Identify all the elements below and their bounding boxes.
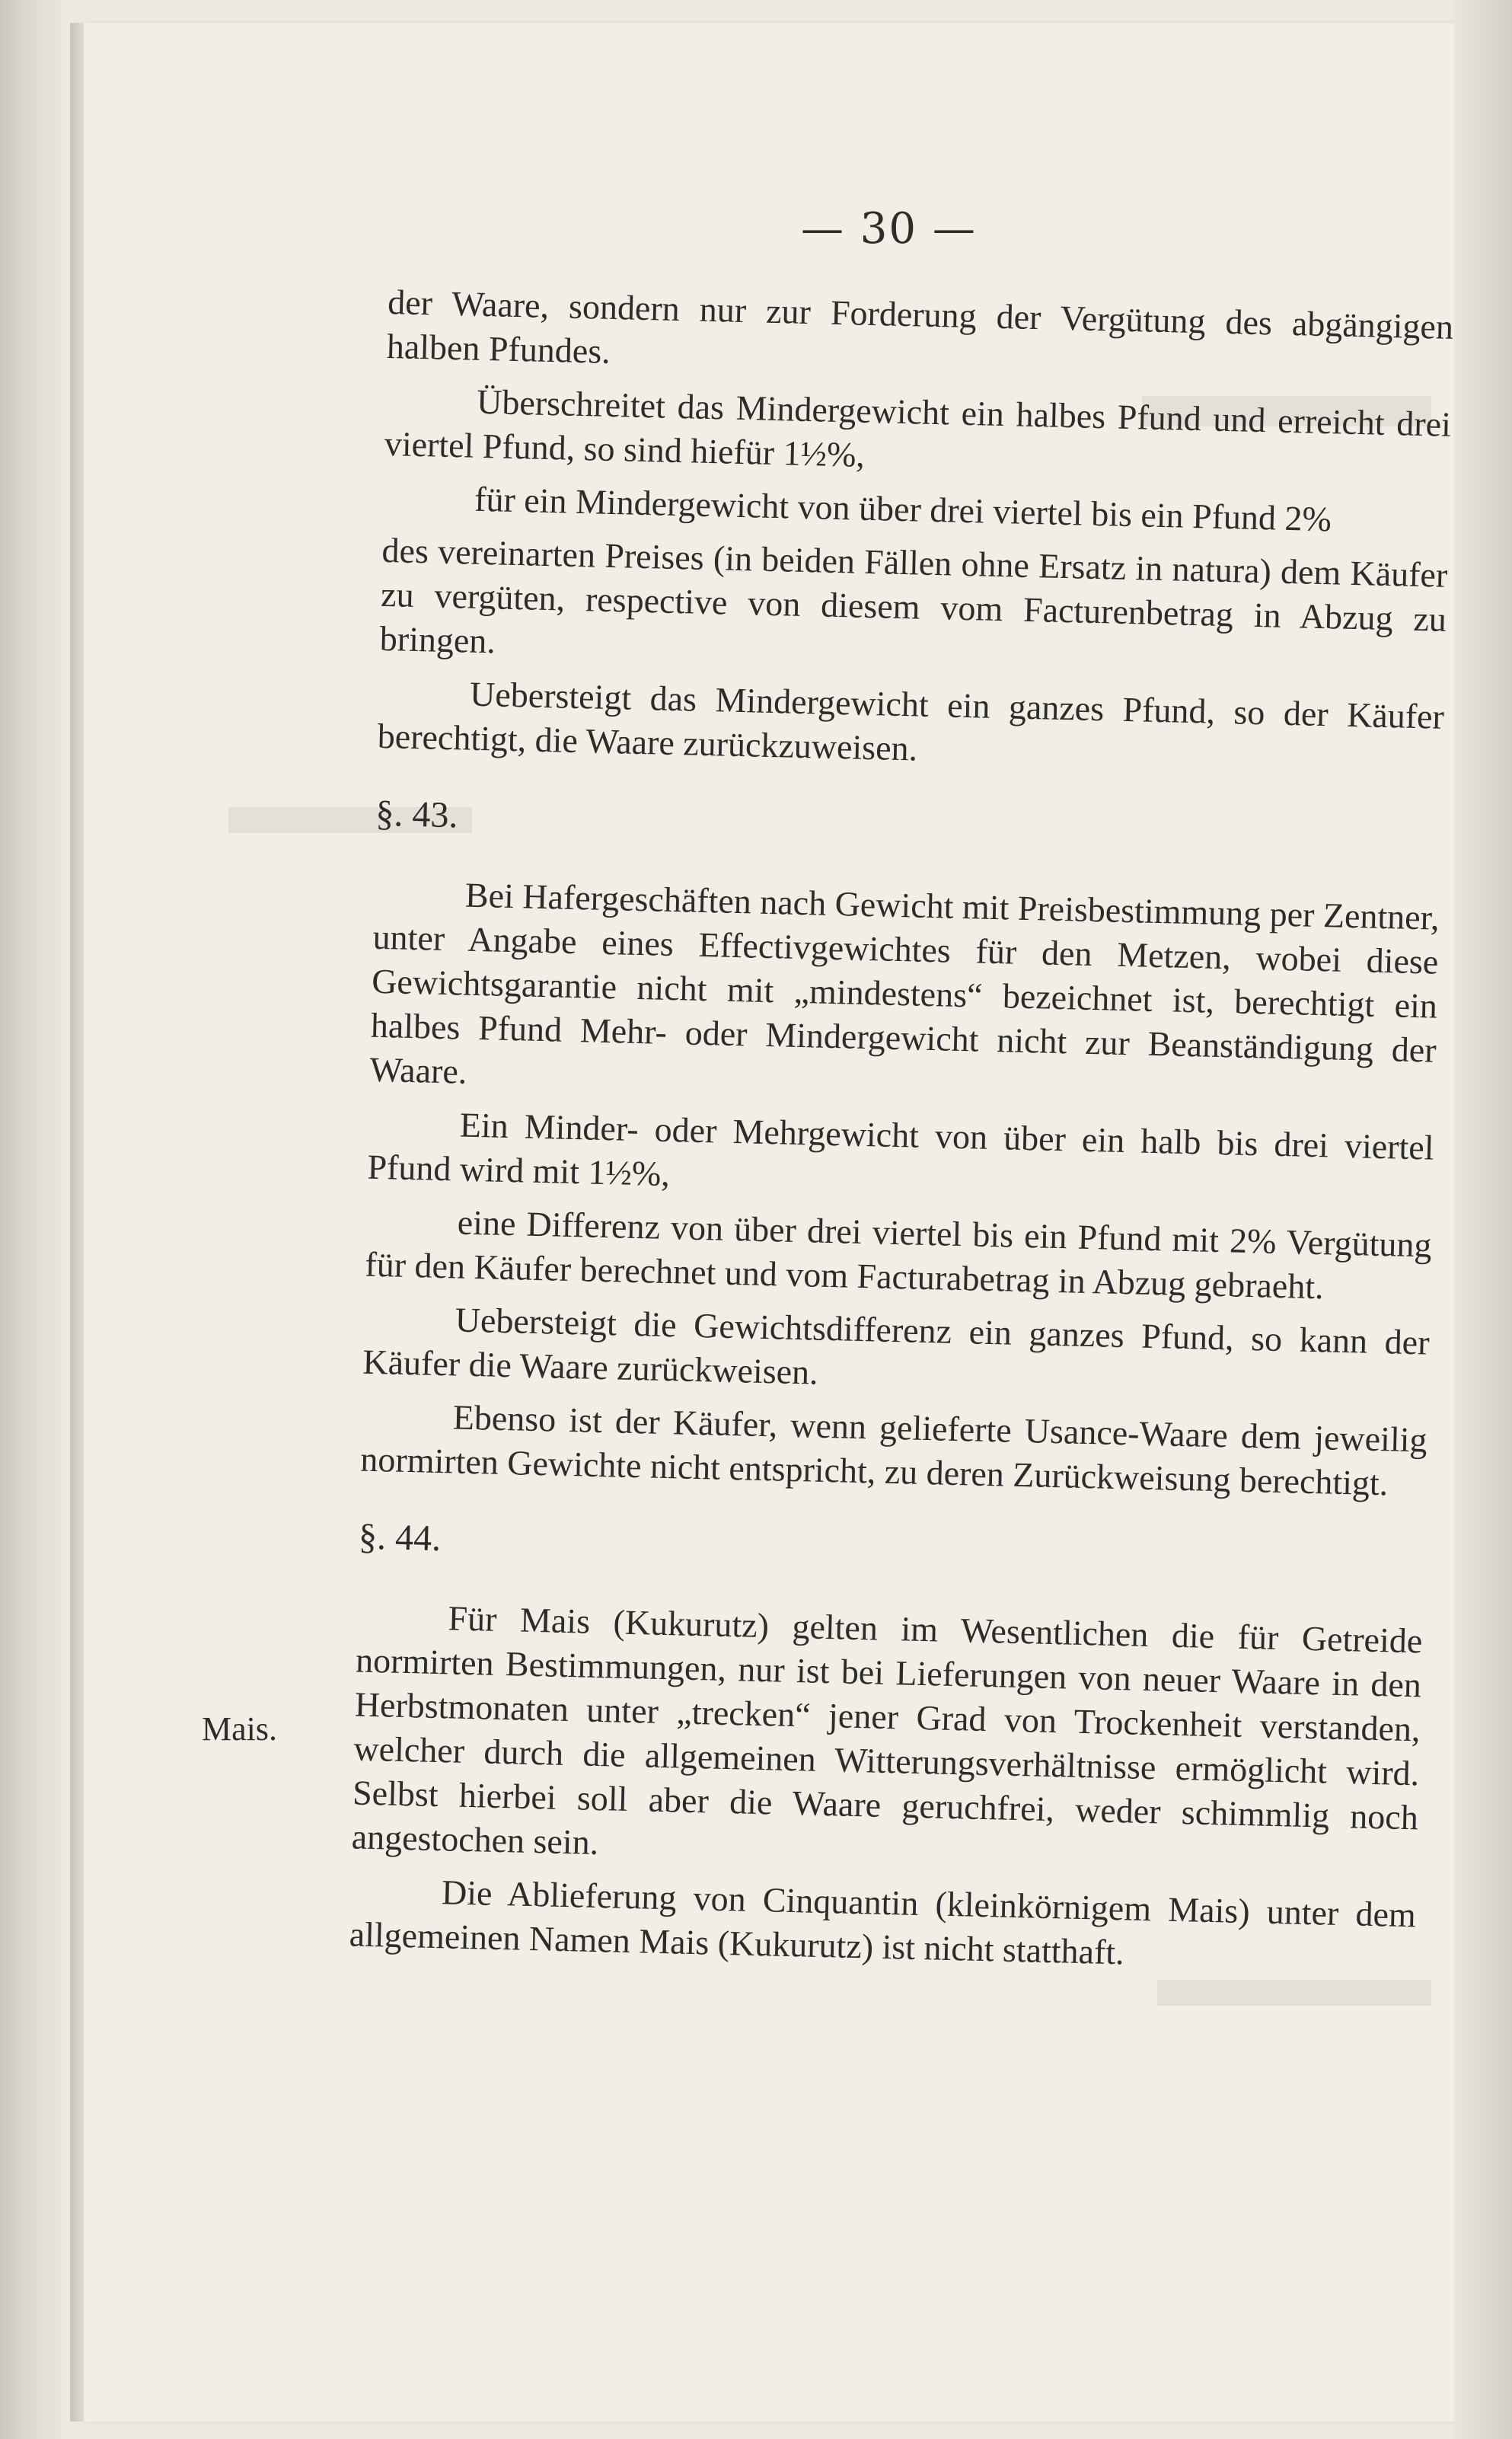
scan-edge-left <box>0 0 61 2439</box>
paragraph: Die Ablieferung von Cinquantin (kleinkörnigem Mais) unter dem allgemeinen Namen Mais (Kukurutz) ist nicht statthaft. <box>349 1872 1417 1972</box>
paragraph: des vereinarten Preises (in beiden Fällen ohne Ersatz in natura) dem Käufer zu vergüten, respective von diesem vom Facturenbetrag in Abzug zu bringen. <box>379 530 1448 661</box>
page-number: — 30 — <box>801 204 977 254</box>
paragraph: Bei Hafergeschäften nach Gewicht mit Preisbestimmung per Zentner, unter Angabe eines Effectivgewichtes für den Metzen, wobei diese Gewichtsgarantie nicht mit „mindestens“ bezeichnet ist, berechtigt ein halbes Pfund Mehr- oder Mindergewicht nicht zur Beanständigung der Waare. <box>368 875 1440 1091</box>
paragraph: Für Mais (Kukurutz) gelten im Wesentlichen die für Getreide normirten Bestimmungen, nur ist bei Lieferungen von neuer Waare in den Herbstmonaten unter „trecken“ jener Grad von Trockenheit verstanden, welcher durch die allgemeinen Witterungsverhältnisse ermöglicht wird. Selbst hierbei soll aber die Waare geruchfrei, weder schimmlig noch angestochen sein. <box>351 1598 1423 1863</box>
paragraph: der Waare, sondern nur zur Forderung der Vergütung des abgängigen halben Pfundes. <box>386 282 1454 371</box>
paragraph: Ebenso ist der Käufer, wenn gelieferte Usance-Waare dem jeweilig normirten Gewichte nicht entspricht, zu deren Zurückweisung berechtigt. <box>359 1397 1428 1503</box>
margin-note-mais: Mais. <box>202 1710 277 1748</box>
paragraph: Uebersteigt die Gewichtsdifferenz ein ganzes Pfund, so kann der Käufer die Waare zurückweisen. <box>362 1300 1431 1392</box>
paragraph: Überschreitet das Mindergewicht ein halbes Pfund und erreicht drei viertel Pfund, so sind hiefür 1½%, <box>384 381 1452 474</box>
body-text <box>349 280 1454 1990</box>
paragraph: Ein Minder- oder Mehrgewicht von über ein halb bis drei viertel Pfund wird mit 1½%, <box>366 1105 1435 1194</box>
section-heading-44: §. 44. <box>358 1516 442 1559</box>
page-fold-shadow <box>70 23 84 2421</box>
paragraph: Uebersteigt das Mindergewicht ein ganzes Pfund, so der Käufer berechtigt, die Waare zurückzuweisen. <box>377 674 1445 768</box>
paragraph: eine Differenz von über drei viertel bis ein Pfund mit 2% Vergütung für den Käufer berechnet und vom Facturabetrag in Abzug gebraeht. <box>364 1202 1433 1307</box>
paragraph: für ein Mindergewicht von über drei viertel bis ein Pfund 2% <box>474 479 1332 539</box>
page-edge-right <box>1454 0 1512 2439</box>
section-heading-43: §. 43. <box>375 793 459 836</box>
